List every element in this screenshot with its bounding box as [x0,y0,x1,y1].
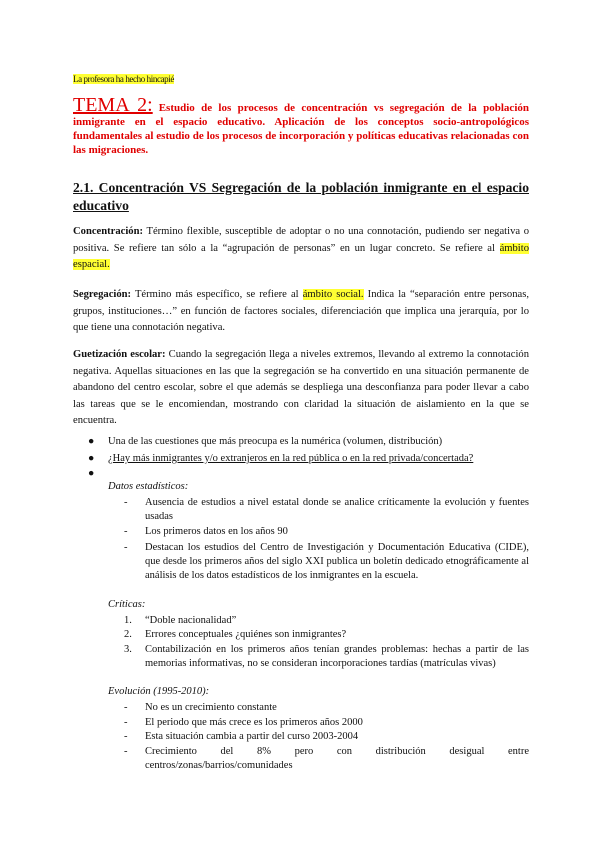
concentracion-term: Concentración: [73,226,144,237]
dash-marker: - [124,526,128,537]
guetizacion-term: Guetización escolar: [73,349,166,360]
bullet-icon: ● [88,436,95,447]
guetizacion-paragraph: Guetización escolar: Cuando la segregación llega a niveles extremos, llevando al extremo la connotación negativa. Aquellas situaciones en las que la segregación se ha convertido en una situación permanente de abandono del centro escolar, sobre el que además se despliega una desconfianza para poder llevar a cabo las tareas que se le encomiendan, mostrando con claridad la situación de aislamiento en la que se encuentra. [73,349,529,426]
concentracion-paragraph: Concentración: Término flexible, susceptible de adoptar o no una connotación, pudiendo ser negativa o positiva. Se refiere tan sólo a la “agrupación de personas” en un lugar concreto. Se refiere al ámbito espacial. [73,226,529,270]
concentracion-highlight: ámbito espacial. [73,242,529,270]
segregacion-term: Segregación: [73,289,132,300]
tema-label: TEMA 2: [73,94,153,116]
bullet-icon: ● [88,453,95,464]
tema-text: Estudio de los procesos de concentración vs segregación de la población inmigrante en el espacio educativo. Aplicación de los conceptos socio-antropológicos fundamentales al estudio de los procesos de incorporación y políticas educativas relacionadas con las migraciones. [73,102,529,156]
dash-marker: - [124,746,128,757]
segregacion-highlight: ámbito social. [302,289,364,300]
number-marker: 3. [124,644,132,655]
number-marker: 2. [124,629,132,640]
dash-marker: - [124,497,128,508]
bullet-icon: ● [88,468,95,479]
dash-marker: - [124,542,128,553]
number-marker: 1. [124,615,132,626]
datos-title: Datos estadísticos: [108,481,189,492]
dash-marker: - [124,702,128,713]
criticas-title: Críticas: [108,599,146,610]
segregacion-paragraph: Segregación: Término más específico, se refiere al ámbito social. Indica la “separación entre personas, grupos, instituciones…” en función de factores sociales, diferenciación que implica una jerarquía, por lo que tiene una connotación negativa. [73,289,529,333]
evolucion-title: Evolución (1995-2010): [108,686,210,697]
highlight-note: La profesora ha hecho hincapié [73,74,174,84]
document-page: La profesora ha hecho hincapié TEMA 2: Estudio de los procesos de concentración vs segregación de la población inmigrante en el espacio educativo. Aplicación de los conceptos socio-antropológicos fundamentales al estudio de los procesos de incorporación y políticas educativas relacionadas con las migraciones. 2.1. Concentración VS Segregación de la población inmigrante en el espacio educativo Concentración: Término flexible, susceptible de adoptar o no una connotación, pudiendo ser negativa o positiva. Se refiere tan sólo a la “agrupación de personas” en un lugar concreto. Se refiere al ámbito espacial. Segregación: Término más específico, se refiere al ámbito social. Indica la “separación entre personas, grupos, instituciones…” en función de factores sociales, diferenciación que implica una jerarquía, por lo que tiene una connotación negativa. Guetización escolar: Cuando la segregación llega a niveles extremos, llevando al extremo la connotación negativa. Aquellas situaciones en las que la segregación se ha convertido en una situación permanente de abandono del centro escolar, sobre el que además se despliega una desconfianza para poder llevar a cabo las tareas que se le encomiendan, mostrando con claridad la situación de aislamiento en la que se encuentra. ● Una de las cuestiones que más preocupa es la numérica (volumen, distribución) ● ¿Hay más inmigrantes y/o extranjeros en la red pública o en la red privada/concertada? ● Datos estadísticos: - Ausencia de estudios a nivel estatal donde se analice críticamente la evolución y fuentes usadas - Los primeros datos en los años 90 - Destacan los estudios del Centro de Investigación y Documentación Educativa (CIDE), que desde los primeros años del siglo XXI publica un boletín dedicado etnográficamente al análisis de los datos estadísticos de los inmigrantes en la escuela. Críticas: 1. “Doble nacionalidad” 2. Errores conceptuales ¿quiénes son inmigrantes? 3. Contabilización en los primeros años tenían grandes problemas: hechas a partir de las memorias informativas, no se consideran incorporaciones tardías (matrículas vivas) Evolución (1995-2010): - No es un crecimiento constante - El periodo que más crece es los primeros años 2000 - Esta situación cambia a partir del curso 2003-2004 - Crecimiento del 8% pero con distribución desigual entre centros/zonas/barrios/comunidades [73,74,529,771]
dash-marker: - [124,717,128,728]
dash-marker: - [124,731,128,742]
tema-heading [73,94,529,157]
section-title: 2.1. Concentración VS Segregación de la población inmigrante en el espacio educativo [73,180,529,213]
